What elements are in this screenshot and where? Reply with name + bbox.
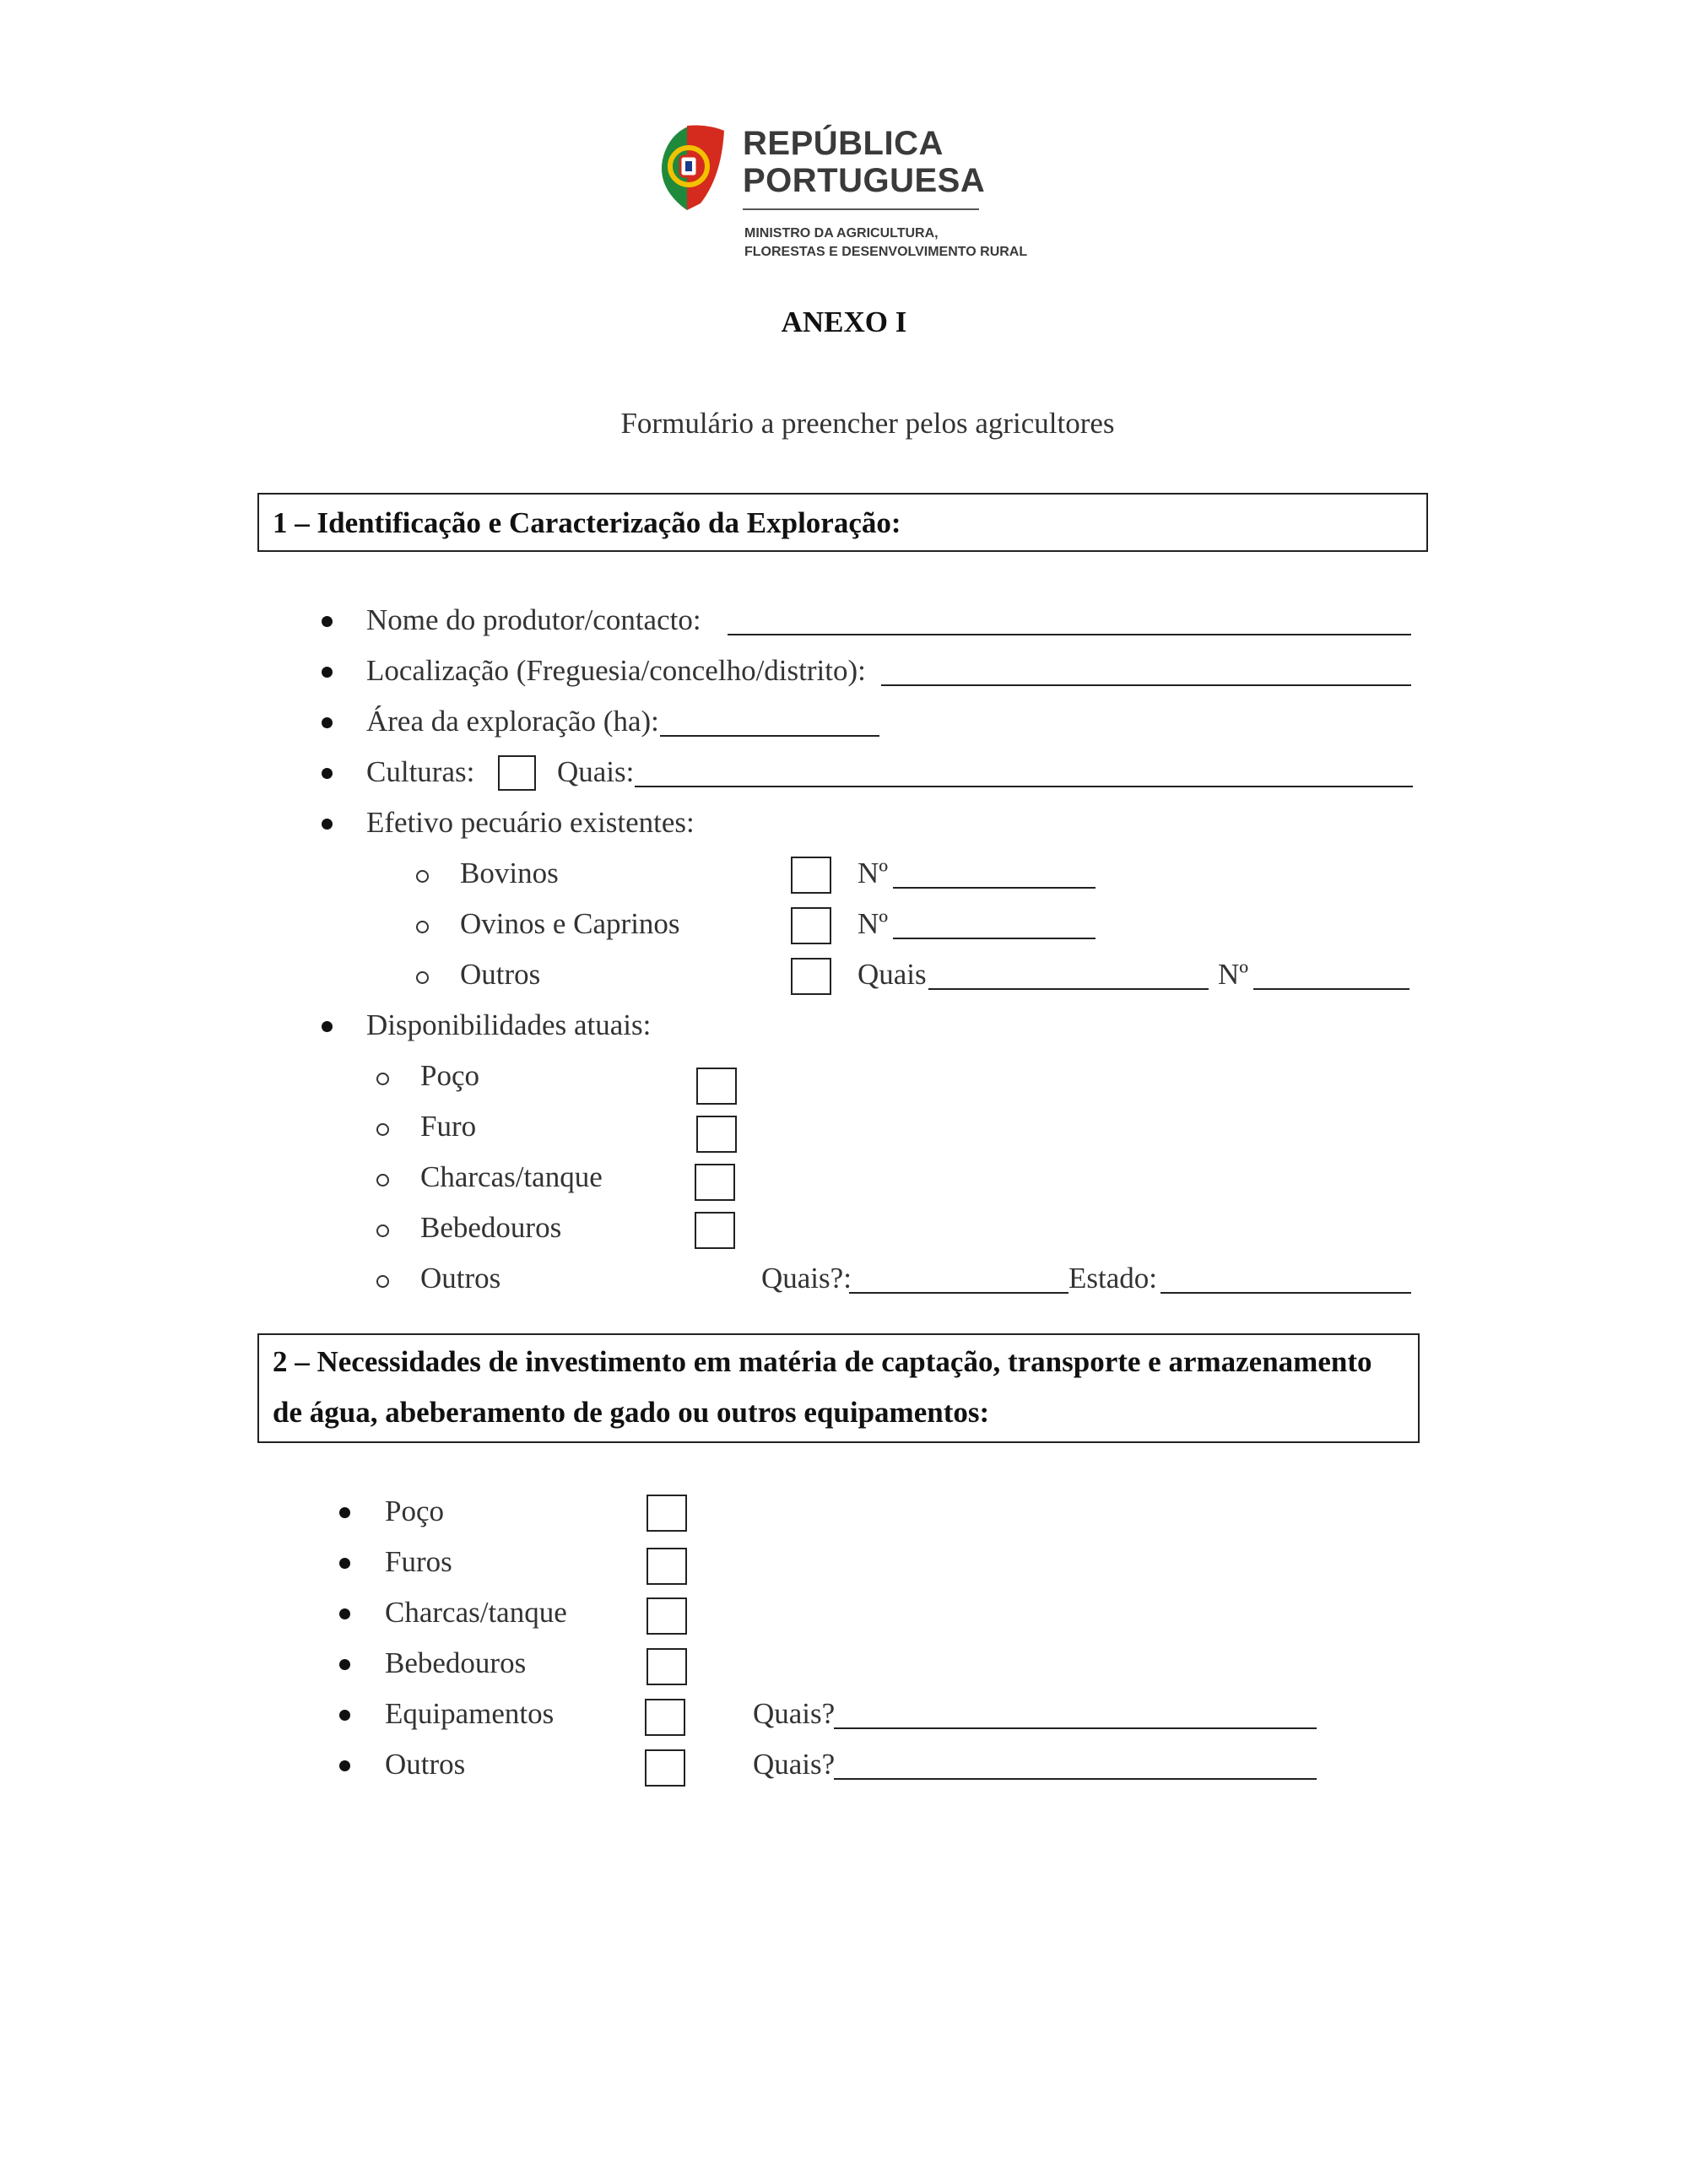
bullet	[322, 819, 333, 830]
producer-label: Nome do produtor/contacto:	[366, 603, 701, 636]
need-furos-checkbox[interactable]	[647, 1548, 687, 1585]
livestock-bovinos-checkbox[interactable]	[791, 857, 831, 894]
livestock-outros-checkbox[interactable]	[791, 958, 831, 995]
location-field[interactable]	[881, 684, 1411, 686]
sub-bullet	[376, 1174, 389, 1187]
bullet	[322, 667, 333, 678]
bullet	[339, 1558, 350, 1569]
livestock-ovinos-checkbox[interactable]	[791, 907, 831, 944]
availability-bebedouros-label: Bebedouros	[420, 1211, 562, 1244]
producer-field[interactable]	[728, 634, 1411, 635]
livestock-outros-count-label: Nº	[1218, 958, 1249, 991]
livestock-bovinos-count-field[interactable]	[893, 887, 1096, 889]
availability-which-label: Quais?:	[761, 1262, 852, 1295]
section2-title-line1: 2 – Necessidades de investimento em matéria de captação, transporte e armazenamento	[273, 1345, 1372, 1378]
livestock-bovinos-label: Bovinos	[460, 857, 559, 889]
need-equipamentos-which-field[interactable]	[834, 1727, 1317, 1729]
sub-bullet	[376, 1073, 389, 1085]
logo-title-line2: PORTUGUESA	[743, 162, 986, 199]
need-equipamentos-which-label: Quais?	[753, 1697, 836, 1730]
livestock-outros-which-label: Quais	[858, 958, 927, 991]
bullet	[339, 1659, 350, 1670]
need-outros-label: Outros	[385, 1748, 466, 1781]
sub-bullet	[416, 870, 429, 883]
bullet	[339, 1710, 350, 1721]
need-poco-label: Poço	[385, 1495, 444, 1527]
sub-bullet	[376, 1123, 389, 1136]
livestock-outros-which-field[interactable]	[928, 988, 1209, 990]
crops-which-label: Quais:	[557, 755, 635, 788]
livestock-bovinos-count-label: Nº	[858, 857, 889, 889]
logo-ministry-line2: FLORESTAS E DESENVOLVIMENTO RURAL	[744, 245, 1028, 259]
section1-header-box	[257, 493, 1428, 552]
availability-furo-label: Furo	[420, 1110, 477, 1143]
crops-label: Culturas:	[366, 755, 475, 788]
availability-which-field[interactable]	[849, 1292, 1069, 1294]
availability-state-field[interactable]	[1160, 1292, 1411, 1294]
availability-bebedouros-checkbox[interactable]	[695, 1212, 735, 1249]
availability-furo-checkbox[interactable]	[696, 1116, 737, 1153]
crops-checkbox[interactable]	[498, 755, 536, 791]
form-subtitle: Formulário a preencher pelos agricultores	[620, 407, 1115, 440]
annex-title: ANEXO I	[781, 305, 907, 338]
availability-poco-checkbox[interactable]	[696, 1068, 737, 1105]
sub-bullet	[376, 1224, 389, 1237]
location-label: Localização (Freguesia/concelho/distrito):	[366, 654, 866, 687]
livestock-outros-count-field[interactable]	[1253, 988, 1409, 990]
livestock-outros-label: Outros	[460, 958, 541, 991]
bullet	[322, 768, 333, 779]
section2-header-box	[257, 1333, 1420, 1443]
bullet	[339, 1760, 350, 1771]
bullet	[339, 1608, 350, 1619]
availability-poco-label: Poço	[420, 1059, 479, 1092]
sub-bullet	[416, 971, 429, 984]
area-field[interactable]	[660, 735, 879, 737]
need-charcas-label: Charcas/tanque	[385, 1596, 567, 1629]
bullet	[339, 1507, 350, 1518]
logo-ministry	[744, 224, 1027, 262]
republica-portuguesa-emblem	[658, 122, 726, 215]
need-equipamentos-label: Equipamentos	[385, 1697, 555, 1730]
section1-title: 1 – Identificação e Caracterização da Exploração:	[273, 506, 901, 539]
crops-which-field[interactable]	[635, 786, 1413, 787]
livestock-ovinos-label: Ovinos e Caprinos	[460, 907, 680, 940]
logo-title	[743, 125, 985, 199]
livestock-ovinos-count-label: Nº	[858, 907, 889, 940]
need-bebedouros-label: Bebedouros	[385, 1646, 527, 1679]
need-equipamentos-checkbox[interactable]	[645, 1699, 685, 1736]
availability-charcas-label: Charcas/tanque	[420, 1160, 603, 1193]
availability-charcas-checkbox[interactable]	[695, 1164, 735, 1201]
need-bebedouros-checkbox[interactable]	[647, 1648, 687, 1685]
logo-title-line1: REPÚBLICA	[743, 125, 944, 162]
need-furos-label: Furos	[385, 1545, 452, 1578]
bullet	[322, 1021, 333, 1032]
livestock-label: Efetivo pecuário existentes:	[366, 806, 695, 839]
logo-ministry-line1: MINISTRO DA AGRICULTURA,	[744, 226, 939, 241]
need-charcas-checkbox[interactable]	[647, 1597, 687, 1635]
bullet	[322, 616, 333, 627]
availability-outros-label: Outros	[420, 1262, 501, 1295]
need-poco-checkbox[interactable]	[647, 1495, 687, 1532]
area-label: Área da exploração (ha):	[366, 705, 659, 738]
logo-divider	[743, 208, 979, 210]
sub-bullet	[376, 1275, 389, 1288]
need-outros-which-field[interactable]	[834, 1778, 1317, 1780]
section2-title-line2: de água, abeberamento de gado ou outros equipamentos:	[273, 1396, 990, 1429]
availability-state-label: Estado:	[1069, 1262, 1157, 1295]
need-outros-checkbox[interactable]	[645, 1749, 685, 1787]
availability-label: Disponibilidades atuais:	[366, 1008, 652, 1041]
livestock-ovinos-count-field[interactable]	[893, 938, 1096, 939]
sub-bullet	[416, 921, 429, 933]
bullet	[322, 717, 333, 728]
need-outros-which-label: Quais?	[753, 1748, 836, 1781]
